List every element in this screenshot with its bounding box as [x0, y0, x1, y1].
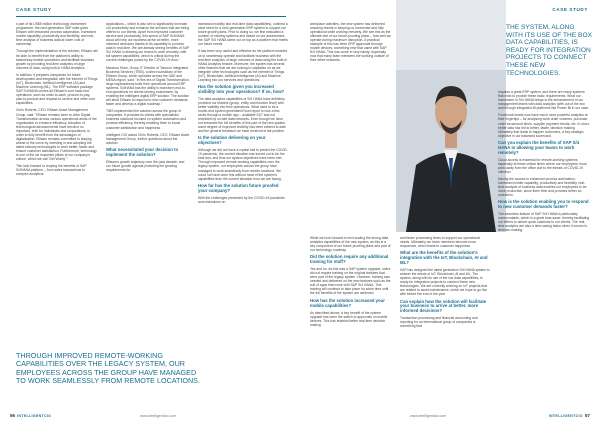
paragraph: TIBS implemented the solution across the group of companies. It provides its clients with specialised business solutions focused on system automation and process efficiency, thereby enabling them to boost customer satisfaction and happiness.	[106, 109, 187, 130]
right-page	[300, 0, 600, 424]
paragraph: In addition, it prepares companies for future development and integration with the Internet of Things (IoT), Blockchain, Artificial Intelligence (AI) and Machine Learning (ML). The ERP software package SAP S/4HANA covers all Ellisam's core back-end operations, such as order-to-cash, procure-to-pay, plan-to-product and request-to-service and other core capabilities.	[16, 72, 98, 106]
paragraph: Cloud access is essential for remote-working systems especially at these critical times where our employees' must work away from the office due to the threats of COVID-19 infection.	[498, 157, 587, 174]
column-1	[16, 22, 98, 347]
paragraph: Mansoor Khan, Group IT Director of Tamouh Integrated Business Services (TIBS), a direct subsidiary of the Ellisam Group, which operates across the UAE and MENA region, said: "In this era of Digital Transformation, large organisations build their operations around ERP systems. S/4HANA has the ability to transform end-to-end operations for clients serving businesses, by enabling the intelligent digital ERP solution. The solution will allow Ellisam to respond to new customer demands faster and develop a digital roadmap."	[106, 65, 190, 107]
paragraph: Although we did not have a crystal ball to predict the COVID-19 pandemic, the current situation has turned out to be the best test, and thus our system objectives have been met. Through improved remote-working capabilities over the legacy system, our employees across the group have managed to work seamlessly from remote locations. We could not have done this without most of the system's capabilities than the current situation from we are facing.	[198, 148, 288, 181]
paragraph: While we look forward to next scaling the strong data analytics capabilities of the new system, as this is a key component of our future proofing plans and part of our technology roadmap.	[310, 236, 391, 253]
pull-quote: THE SYSTEM, ALONG WITH ITS USE OF THE BOX DATA CAPABILITIES, IS READY FOR INTEGRATION PROJECTS TO CONNECT THESE NEW TECHNOLOGIES.	[506, 24, 592, 77]
portrait-photo	[396, 0, 506, 232]
paragraph: workplace activities, the new system has delivered amazing results in keeping us connected and fully operational while working remotely. We see this as the ultimate test of our future-proofing plans – how well we operate during maximum disruption. A practical example of this has been ERP approvals through mobile devices, something new that came with SAP S/4 HANA. This has come in very handy, especially now that many team members are working outside of their office networks.	[310, 22, 391, 63]
paragraph: increased mobility and real-time data capabilities), outlined a clear need for a next-generation ERP system to support our future growth plans. Prior to doing so, we first evaluated a number of existing systems and based on our assessment, the SAP S/4 HANA came out on top as a platform that meets our future needs.	[198, 22, 288, 47]
footer-url: www.intelligentcio.com	[140, 414, 177, 418]
subheading: Can you explain the benefits of SAP S/4 HANA in allowing your teams to work remotely?	[498, 139, 580, 155]
subheading: Did the solution require any additional training for staff?	[310, 254, 389, 265]
subheading: How is the solution enabling you to respond to new customer demands faster?	[498, 199, 589, 210]
page-number: 57	[584, 413, 590, 418]
paragraph: and faster processing times to support our operational needs. Ultimately our team members become more responsive, which leads to customer happiness.	[400, 236, 480, 249]
footer	[10, 413, 51, 418]
paragraph: Intelligent CIO asked Chris Roberts, CEO, Ellisam Asset Management Group, further questions about the solution.	[106, 132, 190, 145]
page-number: 56	[10, 413, 16, 418]
subheading: What necessitated your decision to implement the solution?	[106, 147, 179, 157]
paragraph: The data analytics capabilities of S/4 HANA have definitely provided our leaders (group, entity and function level) with better visibility into their operations. What used to be a month-end system generated Excel report is now a few clicks through a mobile app – available 24/7 and not restricted by on-site data networks. Even though we have not extracted the full benefits of this part of the new system, some degree of improved visibility has been evident to date and the general feedback we have received is fair positive.	[198, 96, 287, 134]
paragraph: SAP has designed the latest generation S/4 HANA system to answer the needs of IoT, Blockchain, AI and ML. The system, along with its use of the low data capabilities, is ready for integration projects to connect these new technologies. We are currently working on IoT projects that are related to asset maintenance, which we hope to go live with before the end of the year.	[400, 268, 490, 297]
paragraph: Transaction processing and financial accounting and reporting for an international group of companies is something that	[400, 316, 478, 329]
paragraph: Ellisam's growth trajectory over the past decade, and our future growth agenda (including the growing requirements for	[106, 159, 185, 172]
paragraph: requires a great ERP system, and there are many systems that exist to provide these basic requirements. What our investment in S/4 HANA brings is the enhancement of our management teams with data analytics (with out of the box and through integrated BI platforms like Power BI in our case.	[498, 90, 590, 111]
paragraph: applications – which is also set to significantly increase our productivity and enhance the services that are being offered to our clients. Apart from improved customer service and productivity, this speed of SAP S/4HANA cloud will help our business arrive at better, more informed decisions thanks to its capability to process data in real-time. We are already seeing benefits of SAP S/4 HANA in allowing our teams to work remotely, with full system capabilities, which is critical during the current challenges posed by the COVID-19 virus."	[106, 22, 190, 63]
subheading: Can explain how the solution will facilitate your business to arrive at better, more informed decisions?	[400, 298, 487, 314]
column-3	[498, 90, 590, 415]
column-2-bottom	[400, 236, 490, 416]
paragraph: It has been very useful and effective as the platform enables us to seamlessly operate and facilitate business with the real-time analytics of large volumes of data using the built-in HANA Analytics feature. Moreover, the system has several other features that we are looking to capitalise on as we integrate other technologies such as the Internet of Things (IoT), Blockchain, Artificial Intelligence (AI) and Machine Learning into our services and operations.	[198, 49, 288, 82]
paragraph: Through the implementation of the solution, Ellisam will be able to benefit from the platform's ability to seamlessly enable operations and facilitate business growth by providing real-time analytics of large volumes of data, using built-in HANA Analytics.	[16, 49, 98, 70]
subheading: Is the solution delivering on your objectives?	[198, 135, 266, 146]
paragraph: "We look forward to reaping the benefits of SAP S/4HANA platform – from sales transactions to complex analytical	[16, 164, 87, 177]
column-3	[198, 22, 288, 417]
paragraph: Having the access to enhanced process automation, increased mobile capability, productivity and flexibility, real-time analysis of business data enables our employees to be more productive, since them time and provides better co-ordination.	[498, 176, 587, 198]
section-tag: CASE STUDY	[552, 7, 588, 12]
subheading: What are the benefits of the solution's integration with the IoT, Blockchain, AI and ML?	[400, 250, 488, 266]
paragraph: The seamless feature of SAP S/4 HANA is particularly commendable, which is a great time-saver, thereby facilitating our efforts to deliver quick solutions to our clients. The real-time analytics are also a time-saving factor when it comes to decision-making.	[498, 212, 590, 233]
paragraph: Functional heads now have much more powerful analytics at their fingertips – for analysing work order volumes, purchase order turnaround times, supplier payment trends, etc. In short, better data has led to better, faster, decision making. Ultimately that leads to happier customers, a key strategic objective in our balanced scorecard.	[498, 113, 590, 138]
header-rule	[16, 16, 286, 17]
paragraph: With the challenges presented by the COVID-19 pandemic and restrictions on	[198, 195, 285, 204]
subheading: Has the solution given you increased visibility into your operations? If so, how?	[198, 84, 285, 94]
pull-quote: THROUGH IMPROVED REMOTE-WORKING CAPABILITIES OVER THE LEGACY SYSTEM, OUR EMPLOYEES ACROSS THE GROUP HAVE MANAGED TO WORK SEAMLESSLY FROM REMOTE LOCATIONS.	[16, 351, 200, 386]
paragraph: Yes and no. As this was a SAP system upgrade, users did not require training on the original features that were part of the legacy system. However, training was needed and delivered on the new features such as the suit of apps that come with SAP S/4 HANA. This training will continue to take place for some time until the full benefits of the system are achieved.	[310, 267, 391, 296]
paragraph: Chris Roberts, CEO, Ellisam Asset Management Group, said: "Ellisam remains keen to drive Digital Transformation across various operational areas of the organisation to enhance efficiency. Adoption of technological advancements have become so important, both for individuals and corporations, in order to fully benefit from the advantages of digitalisation. Ellisam remains committed to staying ahead of the curve by investing in and adopting the latest industry technologies to work better, faster and ensure customer satisfaction. Furthermore, technology is one of the six important pillars of our company's culture, which we call 'Get Wordy'."	[16, 108, 97, 162]
column-1-top	[310, 22, 392, 107]
subheading: How far has the solution future proofed your company?	[198, 182, 279, 193]
footer-url: www.intelligentcio.com	[410, 414, 447, 418]
paragraph: s part of its US$5 million technology investment programme, the next-generation SAP suite gives Ellisam with enhanced process automation, increased mobile capability, productivity and flexibility, and real-time analysis of business data at lower cost of ownership.	[16, 22, 96, 47]
subheading: How has the solution increased your mobile capabilities?	[310, 297, 385, 308]
footer	[549, 413, 590, 418]
brand-logo: INTELLIGENTCIO	[17, 414, 52, 418]
section-tag: CASE STUDY	[16, 7, 52, 12]
brand-logo: INTELLIGENTCIO	[548, 414, 583, 418]
paragraph: As described above, a key benefit of the system upgrade has been the switch to approvals on mobile devices. This has enabled better real-time decision making	[310, 310, 388, 327]
person-photo-icon	[396, 0, 506, 232]
column-1-bottom	[310, 236, 392, 416]
